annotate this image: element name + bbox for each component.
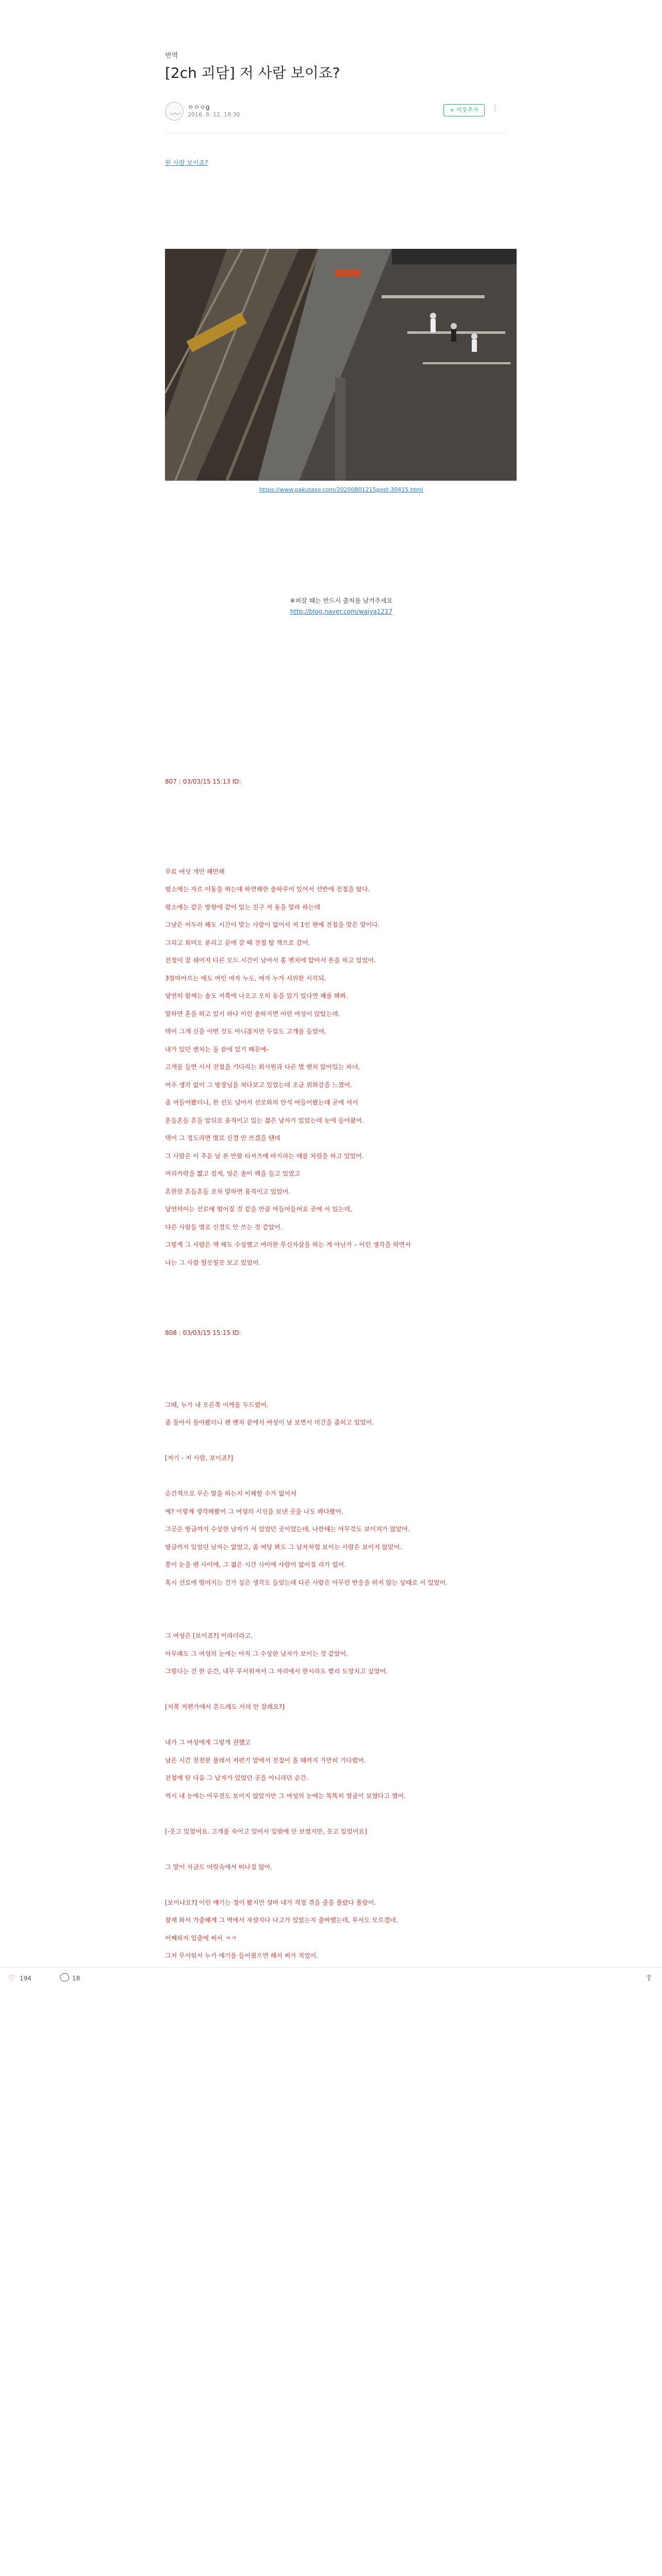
body-line: 무료 여섯 개만 해만해 [165, 868, 225, 875]
body-line: 아무래도 그 여성의 눈에는 아직 그 수상한 남자가 보이는 것 같았어. [165, 1650, 348, 1657]
body-line: 3얼마아으는 애도 여인 여자 누도, 여자 누가 시위한 시각되. [165, 975, 326, 982]
body-line: 그때, 누가 내 오른쪽 어깨를 두드렸어. [165, 1401, 269, 1409]
body-line: 평소에는 같은 방향에 같이 있는 친구 저 동을 말라 하는데 [165, 904, 320, 911]
body-line: 그날은 어두러 해도 시간이 맞는 사람이 없어서 저 1인 현에 전철을 맞은 말이다. [165, 921, 380, 928]
body-line: 그 말이 지금도 머릿속에서 떠나질 않아. [165, 1863, 273, 1871]
body-line: 남은 시간 천천한 플래서 저편기 앞에서 전철이 올 때까지 가만히 기다렸어. [165, 1757, 366, 1764]
body-line: 당연히이는 선로에 떨어질 것 같을 만큼 여들어들어요 곳에 서 있는데, [165, 1206, 352, 1213]
body-line: 평소에는 자르 이동을 하는데 하면해한 솔하루이 있어서 선반에 전철을 탔다. [165, 886, 370, 893]
body-line: 흔한한 흔들흔들 조차 말하면 움직이고 있었어. [165, 1188, 291, 1195]
add-neighbor-button[interactable]: + 이웃추가 [443, 104, 485, 116]
body-line: [보이나요?] 이런 얘기는 정이 봤지만 설마 내가 직접 겪을 줄을 몰랐다 몰랐어. [165, 1899, 376, 1906]
body-line: 당연히 함께는 솔도 저쪽에 나오고 오히 동을 있기 있다면 해를 봐봐. [165, 992, 348, 999]
body-line: 그렇다는 건 한 순간, 내무 무서워져서 그 자리에서 한시라도 빨리 도망치고 싶었어. [165, 1668, 388, 1675]
avatar[interactable] [165, 102, 184, 121]
body-line: 다른 사람들 별로 신경도 안 쓰는 것 같았어. [165, 1224, 283, 1231]
photo-source-link[interactable]: https://www.pakutaso.com/20200801215post-30415.html [259, 486, 423, 493]
body-line: 머리카락을 짧고 검게, 얼은 솔이 팩을 들고 있었고 [165, 1170, 301, 1177]
comment-bubble-icon[interactable] [60, 1973, 69, 1981]
body-line: 좀 돌아서 돌아봤더니 왠 벤치 끝에서 여성이 날 보면서 미간을 좁히고 있었어. [165, 1419, 374, 1426]
body-line: 내가 있던 벤치는 둘 끝에 있기 때문에- [165, 1046, 269, 1053]
body-line: 역시 내 눈에는 아무것도 보이지 않았지만 그 여성의 눈에는 똑똑히 얼굴이 보였다고 했어. [165, 1792, 406, 1800]
dialogue-line: [-웃고 있었어요. 고개를 숙이고 있어서 입밖에 안 보였지만, 웃고 있었어요] [165, 1828, 367, 1835]
body-line: 혹시 선로에 떨어지는 건가 싶은 생각도 들었는데 다른 사람은 아무런 반응을 하지 않는 상태로 서 있었어. [165, 1579, 448, 1586]
share-icon[interactable]: ⇪ [646, 1973, 653, 1982]
like-count: 194 [20, 1975, 31, 1982]
body-line: 여우 생각 없이 그 방장님을 쳐다보고 있었는데 조금 위화감을 느꼈어. [165, 1081, 352, 1089]
body-line: 순간적으로 무슨 말을 하는지 이해할 수가 없어서 [165, 1490, 296, 1497]
post-date: 2016. 8. 12. 18:30 [188, 111, 240, 118]
dialogue-line: [저쪽 저편가에서 흔드레도 서의 안 갈래요?] [165, 1703, 285, 1710]
author-name[interactable]: ㅇㅇㅇg [188, 104, 210, 111]
body-line: 참재 와서 가출해게 그 벽에서 자살자다 나고가 있었는지 출바했는데, 무서도 모르겠네. [165, 1917, 398, 1924]
body-line: 예? 이렇게 생각해봤어 그 여성의 시선을 보낸 곳을 나도 봐다봤어. [165, 1508, 343, 1515]
body-line: 내가 그 여성에게 그렇게 권했고 [165, 1739, 251, 1746]
post-category[interactable]: 번역 [165, 52, 178, 60]
heart-icon[interactable]: ♡ [8, 1974, 15, 1983]
more-dots-icon[interactable]: ⋮ [491, 103, 499, 113]
body-line: 나는 그 사람 힐끗힐끗 보고 있었어. [165, 1259, 261, 1266]
body-line: 고개를 들면 서서 전철을 기다리는 회사원과 다른 벌 벤치 앉아있는 파녀. [165, 1063, 360, 1071]
body-line: 택어 그게 신을 이번 것도 아니잖지만 두일도 고개를 들었어. [165, 1028, 326, 1035]
body-line: 전철이 잘 쉐어지 다른 모드 시간이 남아서 홈 벤치에 앉아서 폰을 하고 있었어. [165, 957, 376, 964]
station-photo [165, 249, 517, 481]
comment-count: 18 [72, 1975, 80, 1982]
body-line: 방금까지 있었던 남자는 없었고, 좀 여당 봐도 그 남자처럼 보이는 사람은 보이지 않았어. [165, 1544, 402, 1551]
body-line: 어째하지 일출에 써서 ㅋㅋ [165, 1935, 237, 1942]
body-line: 그저 무서워서 누가 얘기를 들어줬으면 해서 써가 적었어. [165, 1952, 319, 1959]
body-line: 쫑이 눈을 뗀 사이에, 그 젊은 시간 사이에 사람이 없어질 리가 없어. [165, 1561, 346, 1568]
post-number-header: 807 : 03/03/15 15:13 ID: [165, 778, 241, 785]
body-line: 택어 그 정도라면 별로 신경 안 쓰겠을 텐데 [165, 1134, 280, 1142]
copy-notice: ※퍼갈 때는 반드시 출처를 남겨주세요 [290, 597, 393, 604]
reaction-bar [0, 1967, 662, 1989]
body-line: 그 여성은 [보이죠?] 이라더라고. [165, 1632, 253, 1639]
body-line: 그리고 회미도 분리고 문에 갈 때 전철 탈 책으로 갔어. [165, 939, 310, 946]
blog-link[interactable]: http://blog.naver.com/waiya1217 [290, 608, 393, 615]
post-number-header: 808 : 03/03/15 15:15 ID: [165, 1329, 241, 1336]
body-line: 좀 여들어봤더니, 한 선도 넘어서 선로와의 안석 여들어봤는데 곧에 서서 [165, 1099, 358, 1106]
body-line: 그곳은 방금까지 수상한 남자가 서 있었던 곳이었는데, 나한테는 아무것도 보이지가 않았어. [165, 1526, 410, 1533]
body-line: 말하면 혼을 하고 있지 하나 이런 솔하지면 어린 여성이 앉았는데. [165, 1010, 340, 1018]
original-post-link[interactable]: 원 사람 보이죠? [165, 159, 208, 166]
avatar-face-icon: ◡◡ [170, 109, 180, 115]
post-title: [2ch 괴담] 저 사람 보이죠? [165, 64, 340, 81]
body-line: 전철에 탄 다음 그 남자가 있었던 곳을 아니라던 순간. [165, 1774, 308, 1782]
body-line: 그렇게 그 사람은 책 해도 수상했고 여러한 투신자살을 하는 게 아닌가 – 이런 생각을 하면서 [165, 1241, 411, 1248]
body-line: 그 사람은 이 추운 날 본 반팔 티셔츠에 바지라는 애를 차림을 하고 있었어. [165, 1153, 364, 1160]
dialogue-line: [저기 - 저 사람, 보이죠?] [165, 1454, 233, 1462]
body-line: 혼들혼들 흔들 앞뒤로 움직이고 있는 젊은 남자가 있었는데 눈에 들어왔어. [165, 1117, 364, 1124]
